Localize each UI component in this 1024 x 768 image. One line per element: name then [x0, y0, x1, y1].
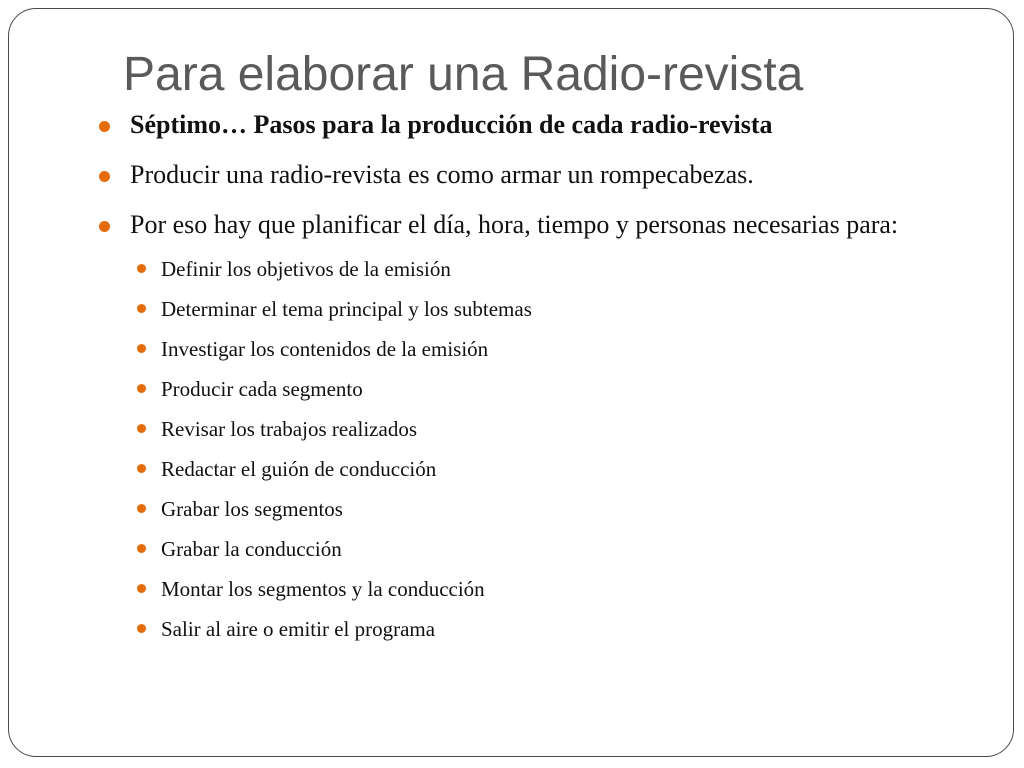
bullet-dot-icon	[99, 121, 110, 132]
sub-bullet-item	[99, 369, 979, 409]
sub-bullet-dot-icon	[137, 384, 146, 393]
sub-bullet-dot-icon	[137, 624, 146, 633]
sub-bullet-dot-icon	[137, 504, 146, 513]
bullet-text: Producir una radio-revista es como armar un rompecabezas.	[130, 160, 754, 189]
sub-bullet-text: Definir los objetivos de la emisión	[161, 257, 451, 281]
sub-bullet-dot-icon	[137, 304, 146, 313]
sub-bullet-dot-icon	[137, 544, 146, 553]
slide-title: Para elaborar una Radio-revista	[123, 48, 804, 101]
bullet-dot-icon	[99, 171, 110, 182]
sub-bullet-item	[99, 329, 979, 369]
sub-bullet-text: Redactar el guión de conducción	[161, 457, 437, 481]
sub-bullet-item	[99, 409, 979, 449]
sub-bullet-item	[99, 489, 979, 529]
bullet-item	[99, 157, 979, 193]
sub-bullet-dot-icon	[137, 464, 146, 473]
sub-bullet-item	[99, 289, 979, 329]
sub-bullet-text: Grabar la conducción	[161, 537, 342, 561]
sub-bullet-text: Montar los segmentos y la conducción	[161, 577, 485, 601]
bullet-text: Por eso hay que planificar el día, hora, tiempo y personas necesarias para:	[130, 210, 899, 239]
sub-bullet-list	[99, 249, 979, 649]
sub-bullet-item	[99, 609, 979, 649]
sub-bullet-text: Revisar los trabajos realizados	[161, 417, 417, 441]
sub-bullet-item	[99, 569, 979, 609]
sub-bullet-item	[99, 529, 979, 569]
sub-bullet-dot-icon	[137, 424, 146, 433]
slide-content	[99, 107, 979, 649]
slide-frame	[8, 8, 1014, 757]
bullet-item	[99, 207, 979, 649]
sub-bullet-text: Investigar los contenidos de la emisión	[161, 337, 489, 361]
sub-bullet-item	[99, 249, 979, 289]
sub-bullet-text: Producir cada segmento	[161, 377, 363, 401]
bullet-list	[99, 107, 979, 649]
sub-bullet-text: Determinar el tema principal y los subtemas	[161, 297, 532, 321]
bullet-text: Séptimo… Pasos para la producción de cada radio-revista	[130, 110, 773, 139]
sub-bullet-item	[99, 449, 979, 489]
sub-bullet-dot-icon	[137, 264, 146, 273]
bullet-item	[99, 107, 979, 143]
sub-bullet-text: Salir al aire o emitir el programa	[161, 617, 436, 641]
sub-bullet-text: Grabar los segmentos	[161, 497, 343, 521]
bullet-dot-icon	[99, 221, 110, 232]
sub-bullet-dot-icon	[137, 584, 146, 593]
sub-bullet-dot-icon	[137, 344, 146, 353]
